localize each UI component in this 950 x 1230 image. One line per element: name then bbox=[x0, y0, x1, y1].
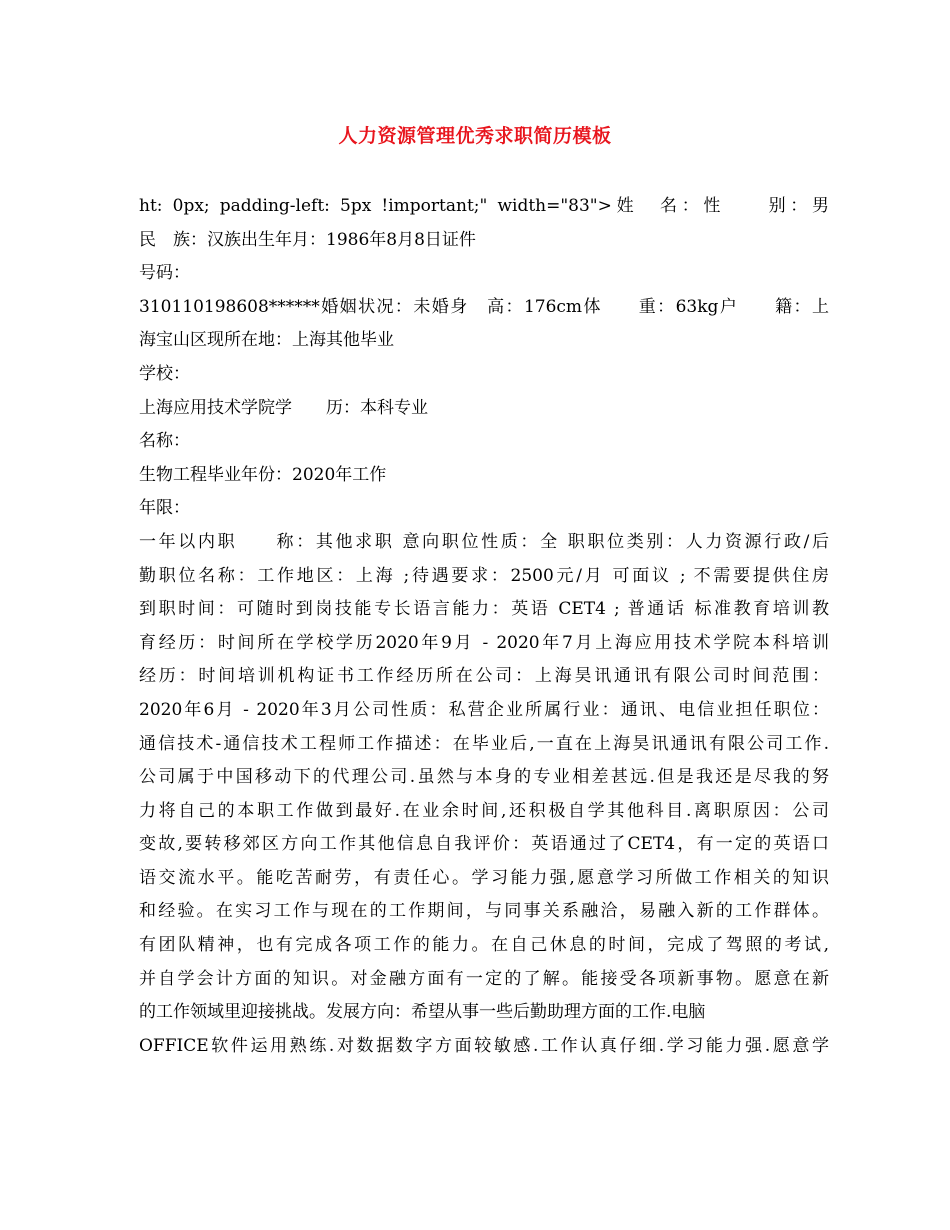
body-line: 到职时间：可随时到岗技能专长语言能力：英语 CET4 ; 普通话 标准教育培训教 bbox=[139, 599, 829, 620]
body-line: 民 族：汉族出生年月：1986年8月8日证件 bbox=[139, 229, 476, 250]
body-line: 的工作领域里迎接挑战。发展方向：希望从事一些后勤助理方面的工作.电脑 bbox=[139, 1002, 706, 1023]
body-line: 学校： bbox=[139, 363, 190, 384]
body-line: OFFICE软件运用熟练.对数据数字方面较敏感.工作认真仔细.学习能力强.愿意学 bbox=[139, 1035, 829, 1056]
body-line: ht: 0px; padding-left: 5px !important;" width="83">姓 名：性 别：男 bbox=[139, 196, 829, 216]
body-line: 变故,要转移郊区方向工作其他信息自我评价：英语通过了CET4，有一定的英语口 bbox=[139, 834, 829, 855]
document-body bbox=[139, 190, 829, 1063]
body-line: 通信技术-通信技术工程师工作描述：在毕业后,一直在上海昊讯通讯有限公司工作. bbox=[139, 733, 829, 754]
body-line: 号码： bbox=[139, 263, 190, 284]
body-line: 力将自己的本职工作做到最好.在业余时间,还积极自学其他科目.离职原因：公司 bbox=[139, 800, 829, 821]
body-line: 经历：时间培训机构证书工作经历所在公司：上海昊讯通讯有限公司时间范围： bbox=[139, 666, 829, 687]
body-line: 上海应用技术学院学 历：本科专业 bbox=[139, 397, 428, 418]
body-line: 并自学会计方面的知识。对金融方面有一定的了解。能接受各项新事物。愿意在新 bbox=[139, 968, 829, 989]
body-line: 育经历：时间所在学校学历2020年9月 - 2020年7月上海应用技术学院本科培训 bbox=[139, 632, 829, 653]
body-line: 生物工程毕业年份：2020年工作 bbox=[139, 464, 387, 485]
body-line: 有团队精神，也有完成各项工作的能力。在自己休息的时间，完成了驾照的考试, bbox=[139, 935, 829, 956]
document-title: 人力资源管理优秀求职简历模板 bbox=[338, 125, 612, 147]
body-line: 公司属于中国移动下的代理公司.虽然与本身的专业相差甚远.但是我还是尽我的努 bbox=[139, 767, 829, 788]
body-line: 一年以内职 称：其他求职 意向职位性质：全 职职位类别：人力资源行政/后 bbox=[139, 531, 829, 552]
body-line: 2020年6月 - 2020年3月公司性质：私营企业所属行业：通讯、电信业担任职位： bbox=[139, 699, 829, 720]
body-line: 语交流水平。能吃苦耐劳，有责任心。学习能力强,愿意学习所做工作相关的知识 bbox=[139, 867, 829, 888]
body-line: 和经验。在实习工作与现在的工作期间，与同事关系融洽，易融入新的工作群体。 bbox=[139, 901, 829, 922]
body-line: 310110198608******婚姻状况：未婚身 高：176cm体 重：63kg户 籍：上 bbox=[139, 296, 829, 317]
body-line: 年限： bbox=[139, 498, 190, 519]
body-line: 名称： bbox=[139, 431, 190, 452]
body-line: 勤职位名称：工作地区：上海 ;待遇要求：2500元/月 可面议 ; 不需要提供住房 bbox=[139, 565, 829, 586]
body-line: 海宝山区现所在地：上海其他毕业 bbox=[139, 330, 394, 351]
